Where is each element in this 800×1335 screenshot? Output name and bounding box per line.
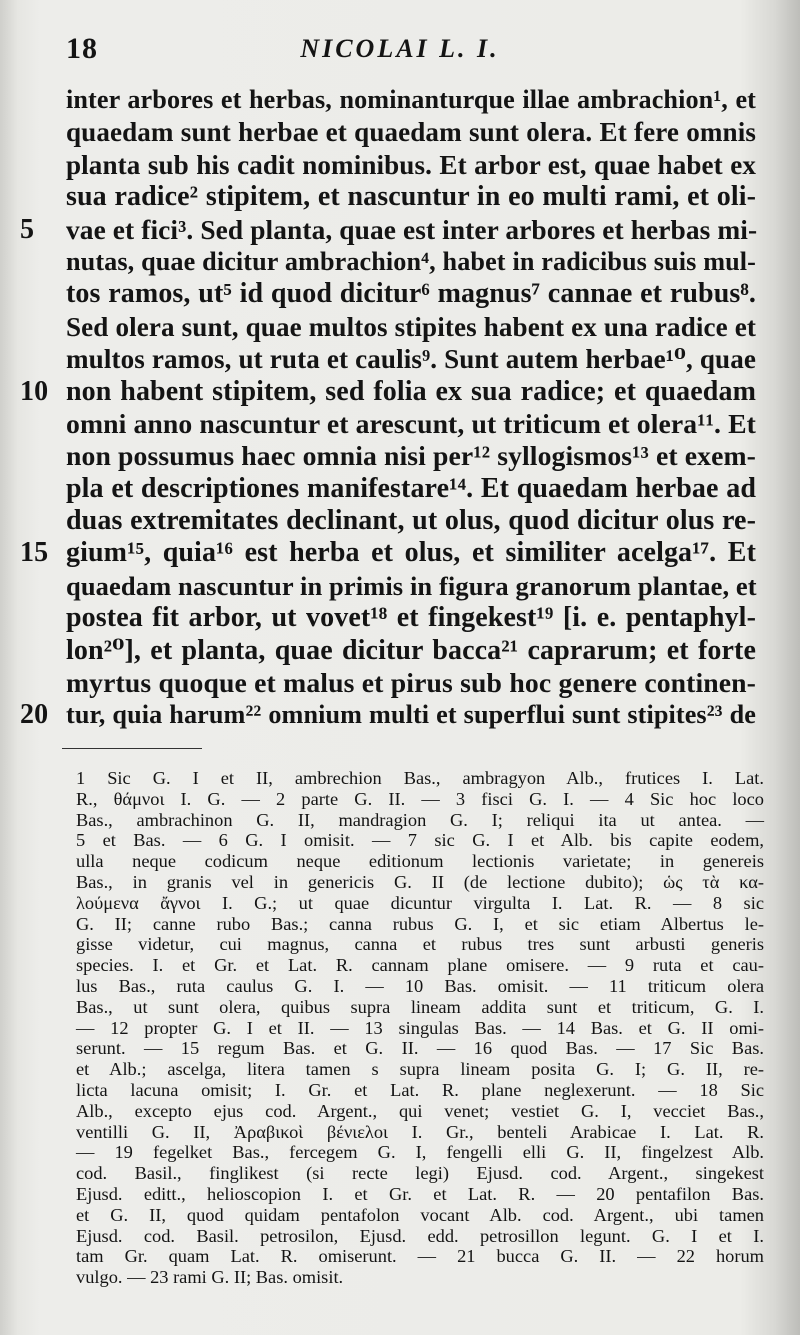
text-line [66,311,756,343]
footnote-line: licta lacuna omisit; I. Gr. et Lat. R. plane neglexerunt. — 18 Sic [76,1079,764,1100]
text-line [66,473,756,505]
footnote-line: et Alb.; ascelga, litera tamen s supra lineam posita G. I; G. II, re- [76,1059,764,1080]
footnote-line: Bas., ambrachinon G. II, mandragion G. I; reliqui ita ut antea. — [76,809,764,830]
line-text: nutas, quae dicitur ambrachion⁴, habet in radicibus suis mul- [66,246,756,276]
footnote-line: — 19 fegelket Bas., fercegem G. I, fengelli elli G. II, fingelzest Alb. [76,1142,764,1163]
line-text: non possumus haec omnia nisi per¹² syllogismos¹³ et exem- [66,440,756,472]
line-number: 20 [20,699,49,731]
text-line [20,213,758,246]
text-line [66,635,756,667]
line-text: quaedam nascuntur in primis in figura granorum plantae, et [66,570,757,601]
text-line [66,149,756,181]
line-number: 15 [20,537,49,569]
line-text: non habent stipitem, sed folia ex sua radice; et quaedam [66,375,756,407]
line-text: pla et descriptiones manifestare¹⁴. Et quaedam herbae ad [66,472,756,504]
line-text: myrtus quoque et malus et pirus sub hoc genere continen- [66,667,756,699]
page-number: 18 [66,32,98,65]
footnote-line: R., θάμνοι I. G. — 2 parte G. II. — 3 fisci G. I. — 4 Sic hoc loco [76,788,764,809]
footnote-line: G. II; canne rubo Bas.; canna rubus G. I, et sic etiam Albertus le- [76,913,764,934]
footnote-line: Bas., ut sunt olera, quibus supra lineam addita sunt et triticum, G. I. [76,996,764,1017]
footnote-divider [62,748,202,749]
line-text: gium¹⁵, quia¹⁶ est herba et olus, et similiter acelga¹⁷. Et [66,537,756,569]
line-text: omni anno nascuntur et arescunt, ut triticum et olera¹¹. Et [66,407,756,439]
text-line [66,505,756,537]
line-text: postea fit arbor, ut vovet¹⁸ et fingekest¹⁹ [i. e. pentaphyl- [66,602,756,634]
footnote-line: Ejusd. editt., helioscopion I. et Gr. et Lat. R. — 20 pentafilon Bas. [76,1183,764,1204]
line-text: planta sub his cadit nominibus. Et arbor est, quae habet ex [66,149,756,180]
text-line [66,84,756,116]
footnote-line: et G. II, quod quidam pentafolon vocant Alb. cod. Argent., ubi tamen [76,1204,764,1225]
footnote-line: gisse videtur, cui magnus, canna et rubus tres sunt arbusti generis [76,934,764,955]
footnote-line: lus Bas., ruta caulus G. I. — 10 Bas. omisit. — 11 triticum olera [76,975,764,996]
footnote-line: — 12 propter G. I et II. — 13 singulas Bas. — 14 Bas. et G. II omi- [76,1017,764,1038]
page-header [0,32,800,68]
text-line [66,246,756,278]
line-text: multos ramos, ut ruta et caulis⁹. Sunt autem herbae¹⁰, quae [66,344,756,375]
text-line [66,667,756,699]
text-line [66,181,756,213]
text-line [66,343,756,375]
line-text: tos ramos, ut⁵ id quod dicitur⁶ magnus⁷ cannae et rubus⁸. [66,278,756,310]
footnote-line: cod. Basil., finglikest (si recte legi) Ejusd. cod. Argent., singekest [76,1163,764,1184]
footnotes [76,768,764,1288]
text-line [66,278,756,310]
line-text: duas extremitates declinant, ut olus, quod dicitur olus re- [66,505,756,537]
line-text: inter arbores et herbas, nominanturque illae ambrachion¹, et [66,85,756,114]
line-number: 10 [20,375,49,407]
text-line [20,375,756,408]
footnote-line: Ejusd. cod. Basil. petrosilon, Ejusd. edd. petrosillon legunt. G. I et I. [76,1225,764,1246]
footnote-line: species. I. et Gr. et Lat. R. cannam plane omisere. — 9 ruta et cau- [76,955,764,976]
text-line [66,408,756,440]
text-line [66,602,756,634]
text-line [20,699,756,731]
line-number: 5 [20,213,35,245]
text-line [66,570,756,602]
line-text: Sed olera sunt, quae multos stipites habent ex una radice et [66,311,756,342]
footnote-line: tam Gr. quam Lat. R. omiserunt. — 21 bucca G. II. — 22 horum [76,1246,764,1267]
footnote-line: Alb., excepto ejus cod. Argent., qui venet; vestiet G. I, vecciet Bas., [76,1100,764,1121]
footnote-line: vulgo. — 23 rami G. II; Bas. omisit. [76,1267,344,1288]
running-head: NICOLAI L. I. [300,34,500,63]
text-line [66,440,756,472]
line-text: sua radice² stipitem, et nascuntur in eo multi rami, et oli- [66,181,756,213]
footnote-line: 1 Sic G. I et II, ambrechion Bas., ambragyon Alb., frutices I. Lat. [76,768,764,788]
line-text: lon²⁰], et planta, quae dicitur bacca²¹ caprarum; et forte [66,634,756,666]
text-line [20,537,756,569]
line-text: vae et fici³. Sed planta, quae est inter arbores et herbas mi- [66,214,758,245]
line-text: tur, quia harum²² omnium multi et superflui sunt stipites²³ de [66,700,756,730]
footnote-line: ventilli G. II, Ἀραβικοὶ βένιελοι I. Gr., benteli Arabicae I. Lat. R. [76,1121,764,1142]
main-text [20,84,758,732]
line-text: quaedam sunt herbae et quaedam sunt olera. Et fere omnis [66,117,756,148]
footnote-line: serunt. — 15 regum Bas. et G. II. — 16 quod Bas. — 17 Sic Bas. [76,1038,764,1059]
footnote-line: λούμενα ἄγνοι I. G.; ut quae dicuntur virgulta I. Lat. R. — 8 sic [76,892,764,913]
footnote-line: Bas., in granis vel in genericis G. II (de lectione dubito); ὡς τὰ κα- [76,871,764,892]
footnote-line: ulla neque codicum neque editionum lectionis varietate; in genereis [76,851,764,872]
text-line [66,116,756,148]
footnote-line: 5 et Bas. — 6 G. I omisit. — 7 sic G. I et Alb. bis capite eodem, [76,830,764,851]
